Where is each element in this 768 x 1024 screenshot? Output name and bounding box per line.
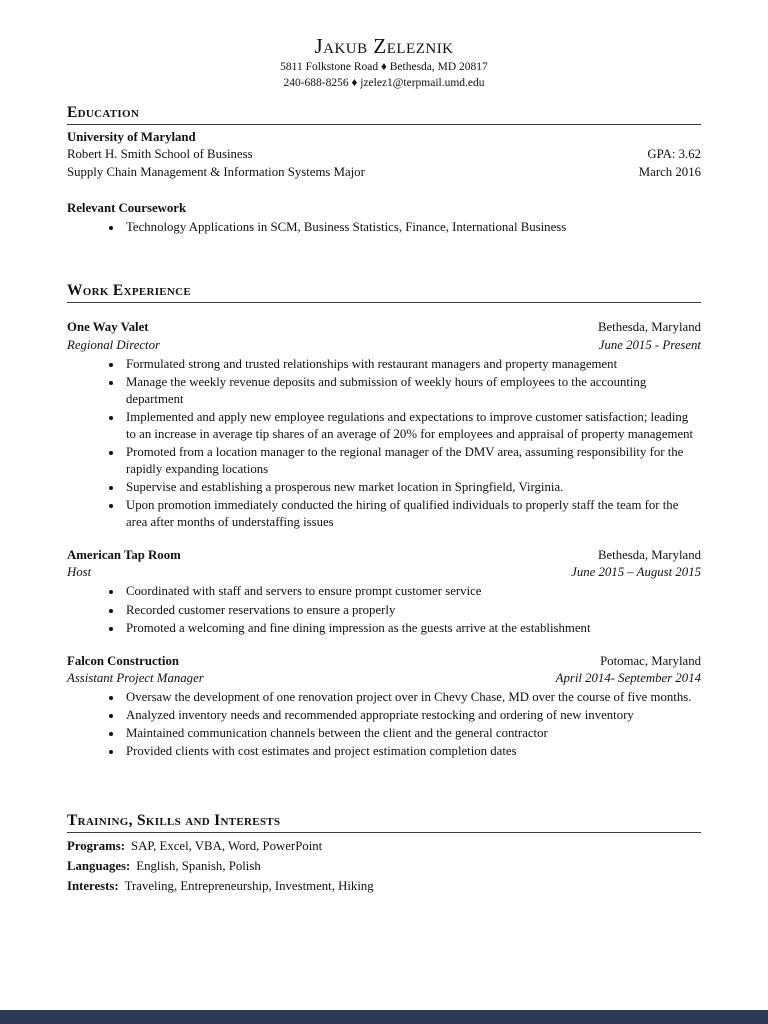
bullet-item: • Coordinated with staff and servers to ensure prompt customer service — [123, 583, 701, 600]
coursework-list — [67, 219, 701, 236]
job-title: Host — [67, 565, 92, 580]
education-row-major — [67, 164, 701, 181]
section-education — [67, 104, 701, 236]
job-header-row — [67, 547, 701, 564]
job-title: Regional Director — [67, 337, 160, 352]
section-skills — [67, 812, 701, 896]
job-dates: June 2015 – August 2015 — [571, 565, 701, 580]
job-company: Falcon Construction — [67, 653, 179, 668]
education-school: University of Maryland — [67, 130, 196, 145]
bullet-item: • Implemented and apply new employee regulations and expectations to improve customer satisfaction; leading to an increase in average tip shares of an average of 20% for employees and appraisal of property management — [123, 409, 701, 443]
skills-heading: Training, Skills and Interests — [67, 812, 701, 833]
job-falcon-construction — [67, 653, 701, 761]
education-subschool: Robert H. Smith School of Business — [67, 147, 253, 162]
bullet-item: • Promoted from a location manager to the regional manager of the DMV area, assuming responsibility for the rapidly expanding locations — [123, 444, 701, 478]
job-location: Bethesda, Maryland — [597, 547, 701, 562]
job-title-row — [67, 670, 701, 687]
bullet-item: • Maintained communication channels between the client and the general contractor — [123, 725, 701, 742]
skills-row-interests — [67, 877, 701, 897]
coursework-heading: Relevant Coursework — [67, 200, 187, 215]
bullet-item: • Provided clients with cost estimates and project estimation completion dates — [123, 743, 701, 760]
skills-value: Traveling, Entrepreneurship, Investment, Hiking — [124, 878, 374, 893]
skills-value: English, Spanish, Polish — [136, 858, 261, 873]
job-bullet-list — [67, 583, 701, 636]
skills-row-programs — [67, 837, 701, 857]
job-title: Assistant Project Manager — [67, 670, 204, 685]
education-row-school — [67, 146, 701, 163]
job-header-row — [67, 653, 701, 670]
job-company: American Tap Room — [67, 547, 181, 562]
resume-header — [67, 34, 701, 91]
job-bullet-list — [67, 356, 701, 531]
section-work-experience — [67, 282, 701, 760]
address-line: 5811 Folkstone Road ♦ Bethesda, MD 20817 — [280, 61, 488, 73]
job-american-tap-room — [67, 547, 701, 637]
viewer-footer-bar — [0, 1010, 768, 1024]
job-dates: June 2015 - Present — [598, 337, 701, 352]
job-bullet-list — [67, 689, 701, 760]
job-location: Bethesda, Maryland — [597, 320, 701, 335]
skills-label: Programs: — [67, 839, 126, 854]
skills-label: Languages: — [67, 858, 131, 873]
education-heading: Education — [67, 104, 701, 125]
skills-label: Interests: — [67, 878, 119, 893]
bullet-item: • Analyzed inventory needs and recommended appropriate restocking and ordering of new inventory — [123, 707, 701, 724]
job-header-row — [67, 319, 701, 336]
job-one-way-valet — [67, 319, 701, 531]
bullet-item: • Technology Applications in SCM, Business Statistics, Finance, International Business — [123, 219, 701, 236]
job-title-row — [67, 337, 701, 354]
coursework-block — [67, 200, 701, 236]
bullet-item: • Upon promotion immediately conducted the hiring of qualified individuals to properly staff the team for the area after months of understaffing issues — [123, 497, 701, 531]
work-experience-heading: Work Experience — [67, 282, 701, 303]
education-grad-date: March 2016 — [638, 164, 701, 179]
education-major: Supply Chain Management & Information Systems Major — [67, 164, 365, 179]
job-location: Potomac, Maryland — [600, 653, 701, 668]
bullet-item: • Recorded customer reservations to ensure a properly — [123, 602, 701, 619]
skills-row-languages — [67, 857, 701, 877]
job-title-row — [67, 564, 701, 581]
job-company: One Way Valet — [67, 320, 149, 335]
bullet-item: • Formulated strong and trusted relationships with restaurant managers and property management — [123, 356, 701, 373]
job-dates: April 2014- September 2014 — [555, 670, 701, 685]
contact-line: 240-688-8256 ♦ jzelez1@terpmail.umd.edu — [283, 77, 485, 90]
bullet-item: • Manage the weekly revenue deposits and submission of weekly hours of employees to the accounting department — [123, 374, 701, 408]
bullet-item: • Supervise and establishing a prosperous new market location in Springfield, Virginia. — [123, 479, 701, 496]
bullet-item: • Oversaw the development of one renovation project over in Chevy Chase, MD over the course of five months. — [123, 689, 701, 706]
skills-value: SAP, Excel, VBA, Word, PowerPoint — [131, 839, 323, 854]
bullet-item: • Promoted a welcoming and fine dining impression as the guests arrive at the establishment — [123, 620, 701, 637]
person-name: Jakub Zeleznik — [314, 34, 454, 58]
education-gpa: GPA: 3.62 — [647, 147, 701, 162]
